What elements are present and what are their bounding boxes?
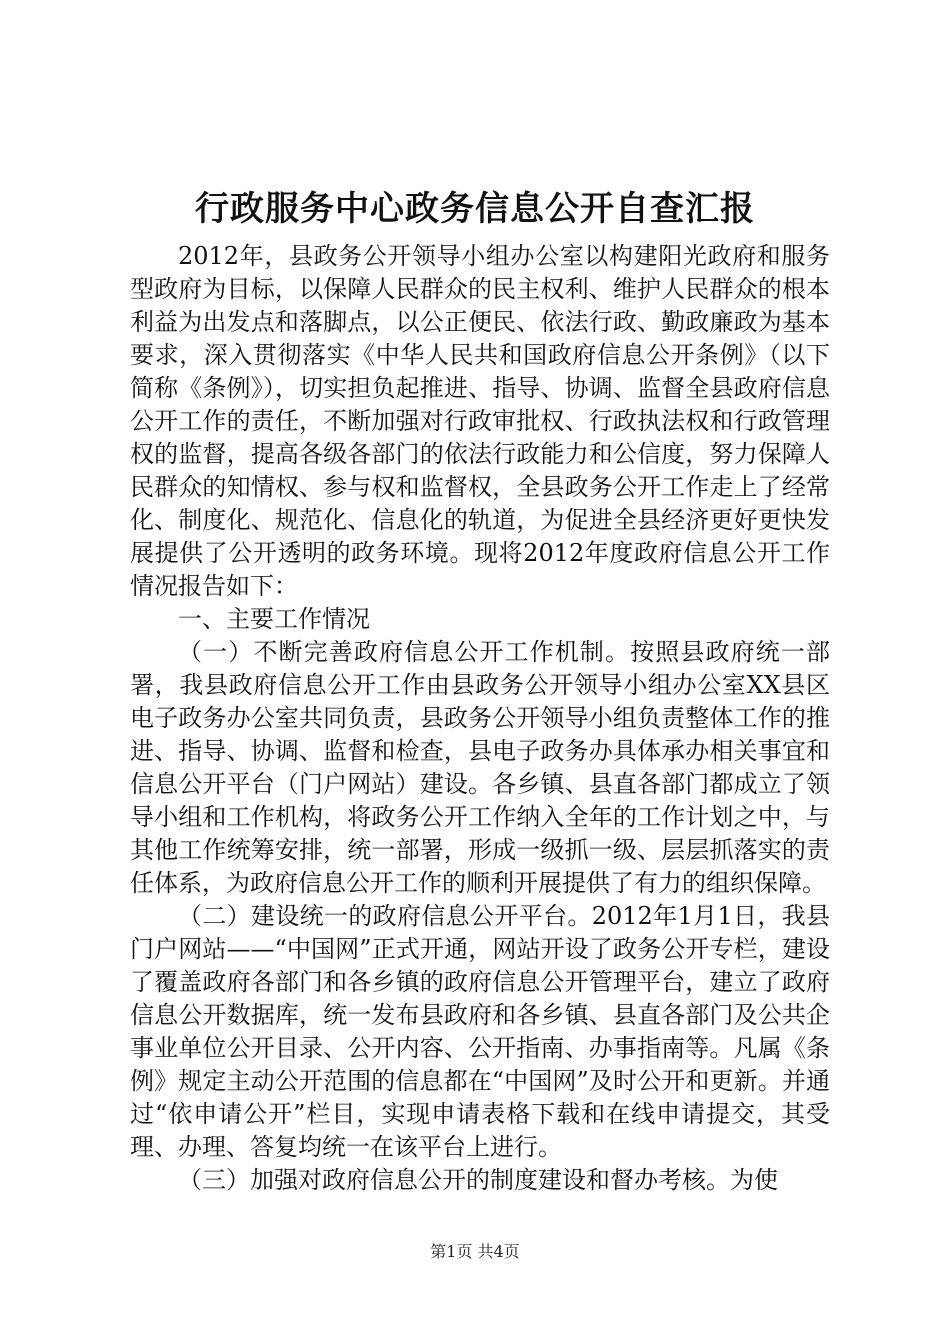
- document-body: [130, 240, 830, 1197]
- page-footer: 第1页 共4页: [430, 1242, 520, 1261]
- intro-paragraph: 2012年，县政务公开领导小组办公室以构建阳光政府和服务型政府为目标，以保障人民群众的民主权利、维护人民群众的根本利益为出发点和落脚点，以公正便民、依法行政、勤政廉政为基本要求，深入贯彻落实《中华人民共和国政府信息公开条例》（以下简称《条例》），切实担负起推进、指导、协调、监督全县政府信息公开工作的责任，不断加强对行政审批权、行政执法权和行政管理权的监督，提高各级各部门的依法行政能力和公信度，努力保障人民群众的知情权、参与权和监督权，全县政务公开工作走上了经常化、制度化、规范化、信息化的轨道，为促进全县经济更好更快发展提供了公开透明的政务环境。现将2012年度政府信息公开工作情况报告如下：: [130, 242, 830, 600]
- section-paragraph-1: （一）不断完善政府信息公开工作机制。按照县政府统一部署，我县政府信息公开工作由县政务公开领导小组办公室XX县区电子政务办公室共同负责，县政务公开领导小组负责整体工作的推进、指导、协调、监督和检查，县电子政务办具体承办相关事宜和信息公开平台（门户网站）建设。各乡镇、县直各部门都成立了领导小组和工作机构，将政务公开工作纳入全年的工作计划之中，与其他工作统筹安排，统一部署，形成一级抓一级、层层抓落实的责任体系，为政府信息公开工作的顺利开展提供了有力的组织保障。: [130, 638, 830, 897]
- section-paragraph-3: （三）加强对政府信息公开的制度建设和督办考核。为使: [178, 1166, 778, 1194]
- section-heading: 一、主要工作情况: [178, 605, 370, 633]
- section-paragraph-2: （二）建设统一的政府信息公开平台。2012年1月1日，我县门户网站——“中国网”正式开通，网站开设了政务公开专栏，建设了覆盖政府各部门和各乡镇的政府信息公开管理平台，建立了政府信息公开数据库，统一发布县政府和各乡镇、县直各部门及公共企事业单位公开目录、公开内容、公开指南、办事指南等。凡属《条例》规定主动公开范围的信息都在“中国网”及时公开和更新。并通过“依申请公开”栏目，实现申请表格下载和在线申请提交，其受理、办理、答复均统一在该平台上进行。: [130, 902, 830, 1161]
- document-title: 行政服务中心政务信息公开自查汇报: [195, 189, 755, 229]
